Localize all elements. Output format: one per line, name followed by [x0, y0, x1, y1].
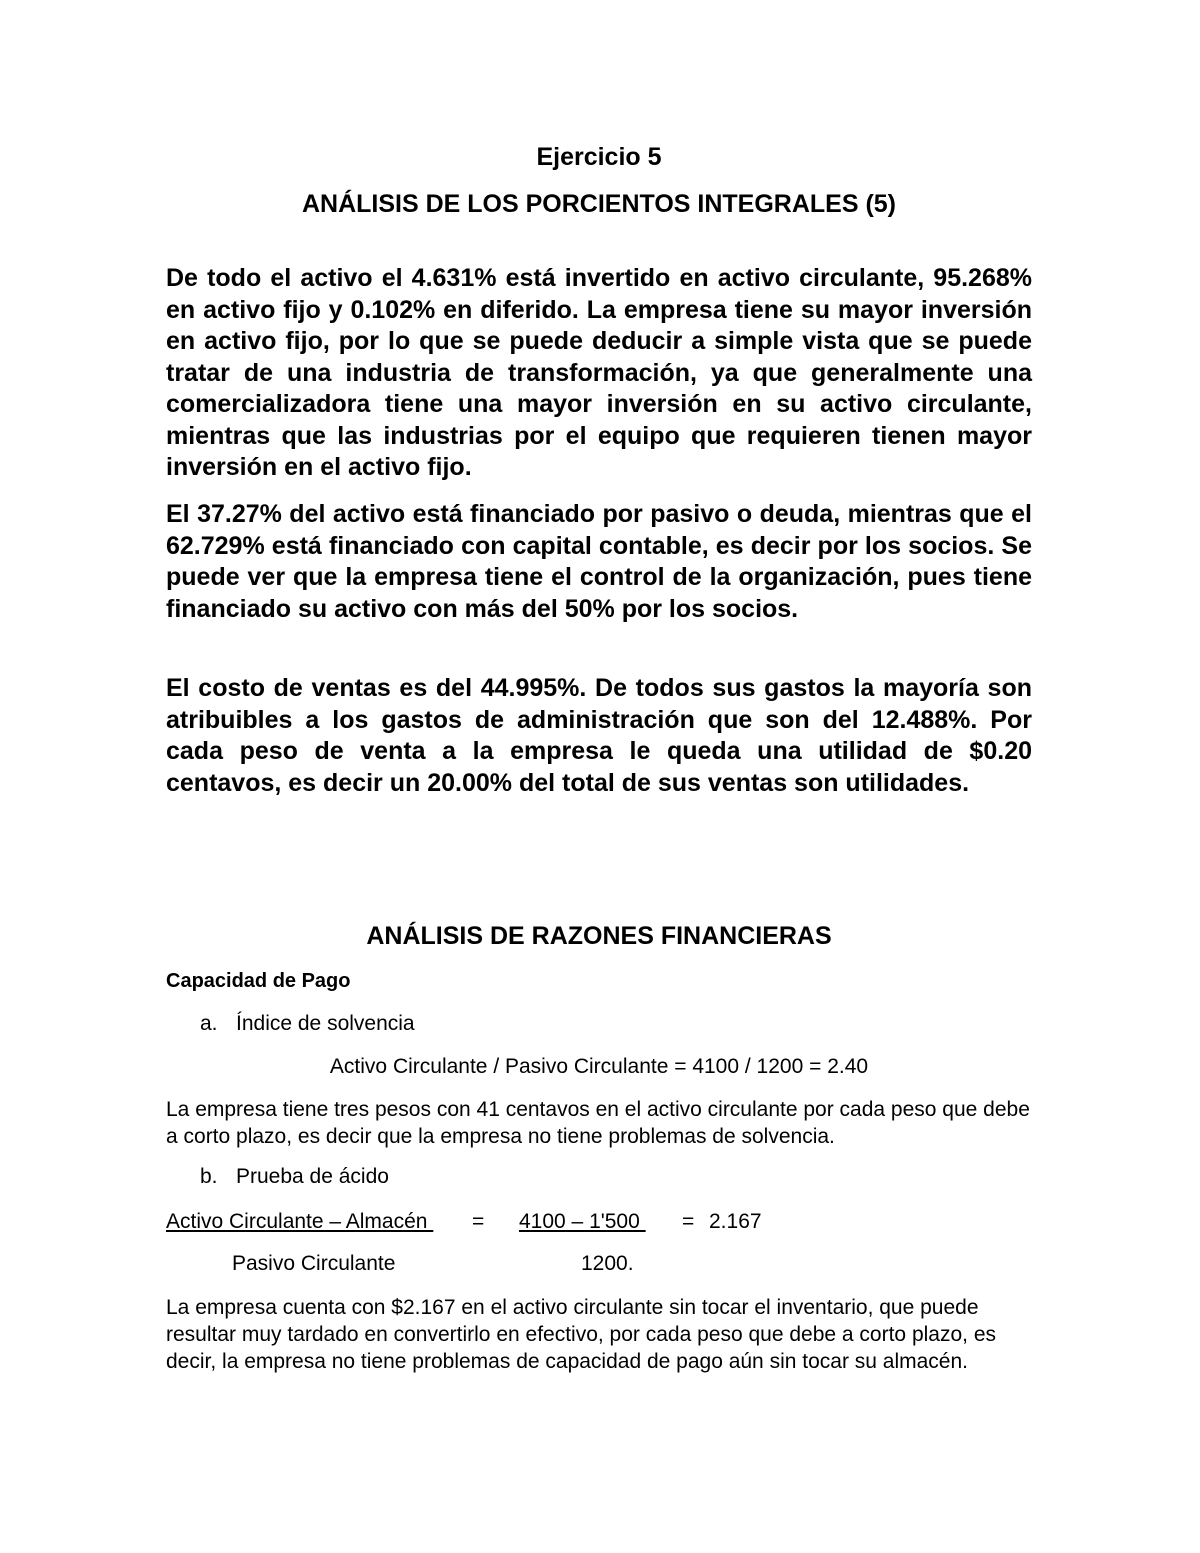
- acid-test-explanation: La empresa cuenta con $2.167 en el activo circulante sin tocar el inventario, que puede resultar muy tardado en convertirlo en efectivo, por cada peso que debe a corto plazo, es decir, la empresa no tiene problemas de capacidad de pago aún sin tocar su almacén.: [166, 1296, 996, 1373]
- section1-paragraph-1: De todo el activo el 4.631% está invertido en activo circulante, 95.268% en activo fijo y 0.102% en diferido. La empresa tiene su mayor inversión en activo fijo, por lo que se puede deducir a simple vista que se puede tratar de una industria de transformación, ya que generalmente una comercializadora tiene una mayor inversión en su activo circulante, mientras que las industrias por el equipo que requieren tienen mayor inversión en el activo fijo.: [166, 264, 1032, 481]
- acid-test-denominator-label: Pasivo Circulante: [232, 1252, 396, 1275]
- capacidad-de-pago-subtitle: Capacidad de Pago: [166, 970, 351, 992]
- section1-paragraph-2: El 37.27% del activo está financiado por pasivo o deuda, mientras que el 62.729% está financiado con capital contable, es decir por los socios. Se puede ver que la empresa tiene el control de la organización, pues tiene financiado su activo con más del 50% por los socios.: [166, 500, 1032, 623]
- acid-test-equals-1: =: [472, 1210, 485, 1233]
- acid-test-result: 2.167: [709, 1210, 762, 1233]
- acid-test-numerator-values: 4100 – 1'500: [519, 1210, 646, 1233]
- acid-test-denominator-value: 1200.: [581, 1252, 634, 1275]
- solvency-formula: Activo Circulante / Pasivo Circulante = 4100 / 1200 = 2.40: [329, 1055, 869, 1078]
- acid-test-numerator-label: Activo Circulante – Almacén: [166, 1210, 434, 1233]
- section1-paragraph-3: El costo de ventas es del 44.995%. De todos sus gastos la mayoría son atribuibles a los gastos de administración que son del 12.488%. Por cada peso de venta a la empresa le queda una utilidad de $0.20 centavos, es decir un 20.00% del total de sus ventas son utilidades.: [166, 674, 1032, 797]
- section1-title: ANÁLISIS DE LOS PORCIENTOS INTEGRALES (5): [301, 190, 897, 218]
- solvency-explanation: La empresa tiene tres pesos con 41 centavos en el activo circulante por cada peso que debe a corto plazo, es decir que la empresa no tiene problemas de solvencia.: [166, 1098, 1030, 1148]
- list-marker-b: b.: [200, 1165, 218, 1188]
- acid-test-equals-2: =: [682, 1210, 695, 1233]
- list-item-b: [200, 1164, 389, 1190]
- section2-title: ANÁLISIS DE RAZONES FINANCIERAS: [366, 922, 832, 950]
- list-label-indice-solvencia: Índice de solvencia: [236, 1012, 415, 1035]
- list-item-a: [200, 1011, 415, 1037]
- exercise-title: Ejercicio 5: [536, 143, 662, 171]
- list-label-prueba-acido: Prueba de ácido: [236, 1165, 389, 1188]
- list-marker-a: a.: [200, 1012, 218, 1035]
